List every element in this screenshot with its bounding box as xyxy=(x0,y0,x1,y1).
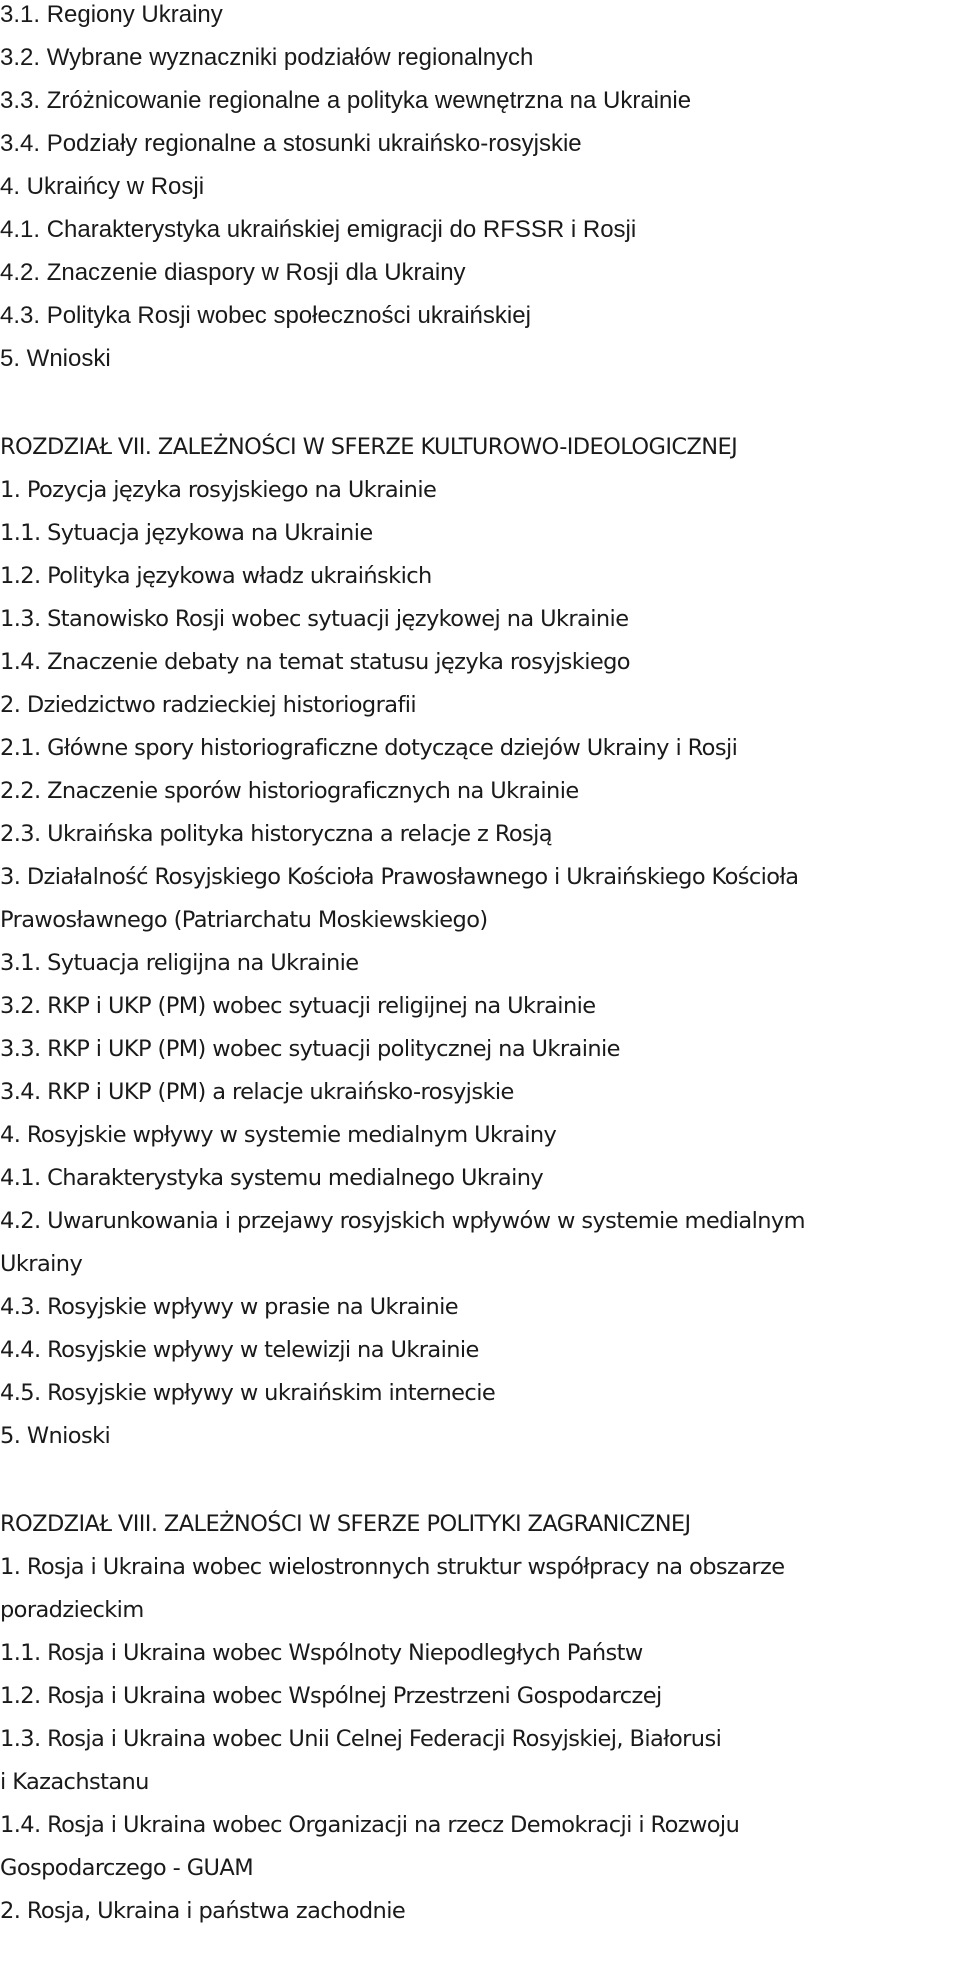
toc-entry-viii-1-1: 1.1. Rosja i Ukraina wobec Wspólnoty Niepodległych Państw xyxy=(0,1640,643,1666)
toc-entry-4-2: 4.2. Znaczenie diaspory w Rosji dla Ukrainy xyxy=(0,259,466,286)
toc-entry-vii-3-cont: Prawosławnego (Patriarchatu Moskiewskiego) xyxy=(0,907,488,933)
toc-entry-vii-2-2: 2.2. Znaczenie sporów historiograficznych na Ukrainie xyxy=(0,778,579,804)
toc-entry-4: 4. Ukraińcy w Rosji xyxy=(0,173,205,200)
toc-entry-3-2: 3.2. Wybrane wyznaczniki podziałów regionalnych xyxy=(0,44,534,71)
toc-entry-vii-2-3: 2.3. Ukraińska polityka historyczna a relacje z Rosją xyxy=(0,821,552,847)
chapter-heading-viii: ROZDZIAŁ VIII. ZALEŻNOŚCI W SFERZE POLITYKI ZAGRANICZNEJ xyxy=(0,1511,691,1537)
toc-entry-viii-1: 1. Rosja i Ukraina wobec wielostronnych struktur współpracy na obszarze xyxy=(0,1554,785,1580)
toc-entry-vii-3-2: 3.2. RKP i UKP (PM) wobec sytuacji religijnej na Ukrainie xyxy=(0,993,596,1019)
toc-entry-viii-1-4: 1.4. Rosja i Ukraina wobec Organizacji na rzecz Demokracji i Rozwoju xyxy=(0,1812,740,1838)
toc-entry-vii-4-3: 4.3. Rosyjskie wpływy w prasie na Ukrainie xyxy=(0,1294,459,1320)
toc-entry-3-4: 3.4. Podziały regionalne a stosunki ukraińsko-rosyjskie xyxy=(0,130,582,157)
toc-entry-vii-4-1: 4.1. Charakterystyka systemu medialnego Ukrainy xyxy=(0,1165,544,1191)
toc-entry-vii-2-1: 2.1. Główne spory historiograficzne dotyczące dziejów Ukrainy i Rosji xyxy=(0,735,738,761)
toc-entry-vii-1-4: 1.4. Znaczenie debaty na temat statusu języka rosyjskiego xyxy=(0,649,630,675)
toc-entry-4-1: 4.1. Charakterystyka ukraińskiej emigracji do RFSSR i Rosji xyxy=(0,216,637,243)
toc-entry-vii-4-2-cont: Ukrainy xyxy=(0,1251,83,1277)
toc-entry-vii-1-3: 1.3. Stanowisko Rosji wobec sytuacji językowej na Ukrainie xyxy=(0,606,629,632)
toc-entry-3-1: 3.1. Regiony Ukrainy xyxy=(0,1,223,28)
toc-entry-vii-4-4: 4.4. Rosyjskie wpływy w telewizji na Ukrainie xyxy=(0,1337,479,1363)
toc-entry-4-3: 4.3. Polityka Rosji wobec społeczności ukraińskiej xyxy=(0,302,531,329)
toc-entry-vii-1-2: 1.2. Polityka językowa władz ukraińskich xyxy=(0,563,432,589)
toc-entry-vii-1: 1. Pozycja języka rosyjskiego na Ukrainie xyxy=(0,477,437,503)
toc-entry-vii-4: 4. Rosyjskie wpływy w systemie medialnym Ukrainy xyxy=(0,1122,557,1148)
toc-entry-vii-2: 2. Dziedzictwo radzieckiej historiografii xyxy=(0,692,417,718)
toc-entry-viii-1-cont: poradzieckim xyxy=(0,1597,144,1623)
toc-entry-viii-2: 2. Rosja, Ukraina i państwa zachodnie xyxy=(0,1898,406,1924)
toc-entry-viii-1-3: 1.3. Rosja i Ukraina wobec Unii Celnej Federacji Rosyjskiej, Białorusi xyxy=(0,1726,722,1752)
toc-entry-viii-1-4-cont: Gospodarczego - GUAM xyxy=(0,1855,254,1881)
toc-entry-vii-3-1: 3.1. Sytuacja religijna na Ukrainie xyxy=(0,950,359,976)
toc-entry-vii-4-5: 4.5. Rosyjskie wpływy w ukraińskim internecie xyxy=(0,1380,496,1406)
toc-entry-5: 5. Wnioski xyxy=(0,345,111,372)
toc-entry-3-3: 3.3. Zróżnicowanie regionalne a polityka wewnętrzna na Ukrainie xyxy=(0,87,692,114)
toc-entry-vii-3-3: 3.3. RKP i UKP (PM) wobec sytuacji politycznej na Ukrainie xyxy=(0,1036,620,1062)
chapter-heading-vii: ROZDZIAŁ VII. ZALEŻNOŚCI W SFERZE KULTUROWO-IDEOLOGICZNEJ xyxy=(0,434,738,460)
toc-entry-viii-1-2: 1.2. Rosja i Ukraina wobec Wspólnej Przestrzeni Gospodarczej xyxy=(0,1683,662,1709)
toc-entry-vii-3: 3. Działalność Rosyjskiego Kościoła Prawosławnego i Ukraińskiego Kościoła xyxy=(0,864,799,890)
toc-entry-vii-4-2: 4.2. Uwarunkowania i przejawy rosyjskich wpływów w systemie medialnym xyxy=(0,1208,805,1234)
toc-entry-vii-1-1: 1.1. Sytuacja językowa na Ukrainie xyxy=(0,520,373,546)
toc-entry-vii-3-4: 3.4. RKP i UKP (PM) a relacje ukraińsko-rosyjskie xyxy=(0,1079,514,1105)
toc-entry-vii-5: 5. Wnioski xyxy=(0,1423,111,1449)
toc-entry-viii-1-3-cont: i Kazachstanu xyxy=(0,1769,149,1795)
